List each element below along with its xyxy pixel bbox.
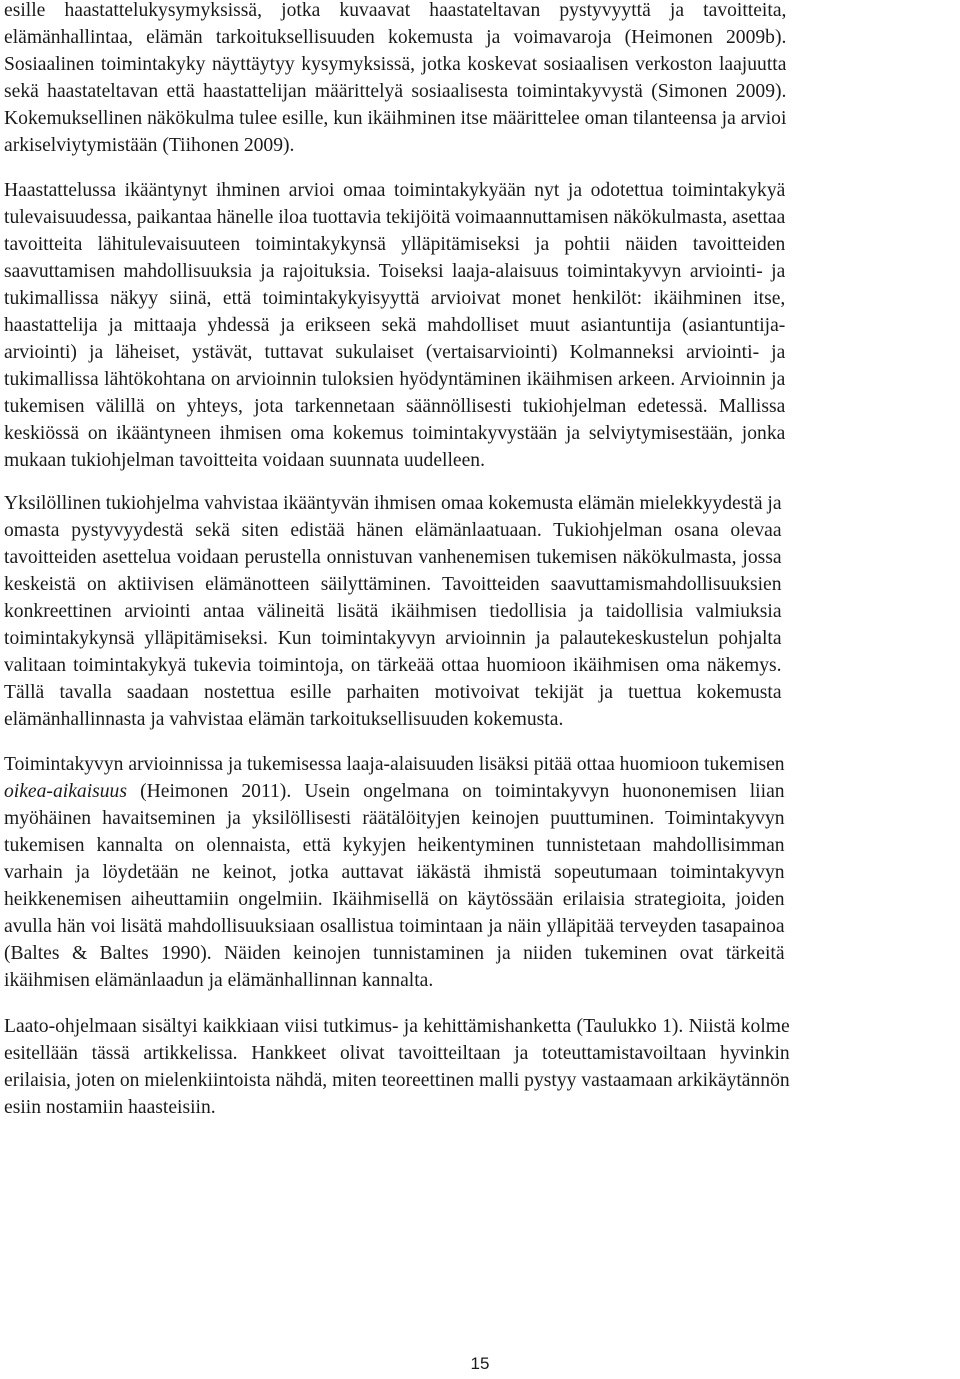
text-line: esitellään tässä artikkelissa. Hankkeet olivat tavoitteiltaan ja toteuttamistavoiltaan hyvinkin (4, 1043, 790, 1064)
text-line: elämänhallintaa, elämän tarkoituksellisuuden kokemusta ja voimavaroja (Heimonen 2009b). (4, 27, 787, 48)
text-line: tavoitteiden asettelua voidaan perustella onnistuvan vanhenemisen tukemisen näkökulmasta, jossa (4, 547, 782, 568)
text-line: tukemisen välillä on yhteys, jota tarkennetaan säännöllisesti tukiohjelman edetessä. Mallissa (4, 396, 786, 417)
text-line: haastattelija ja mittaaja yhdessä ja erikseen sekä mahdolliset muut asiantuntija (asiantuntija- (4, 315, 786, 336)
paragraph-2 (4, 177, 785, 474)
text-line: konkreettinen arviointi antaa välineitä lisätä ikäihmisen tiedollisia ja taidollisia valmiuksia (4, 601, 782, 622)
text-line: myöhäinen havaitseminen ja yksilöllisesti räätälöityjen keinojen puuttuminen. Toimintakyvyn (4, 808, 785, 829)
page-number: 15 (470, 1354, 490, 1373)
text-line (4, 778, 785, 805)
text-line: tukemisen kannalta on olennaista, että kykyjen heikentyminen tunnistetaan mahdollisimman (4, 835, 785, 856)
paragraph-3 (4, 490, 782, 733)
text-line: erilaisia, joten on mielenkiintoista nähdä, miten teoreettinen malli pystyy vastaamaan arkikäytännön (4, 1070, 790, 1091)
text-line: Laato-ohjelmaan sisältyi kaikkiaan viisi tutkimus- ja kehittämishanketta (Taulukko 1). Niistä kolme (4, 1016, 790, 1037)
text-line: keskeistä on aktiivisen elämänotteen säilyttäminen. Tavoitteiden saavuttamismahdollisuuksien (4, 574, 782, 595)
text-line: ikäihmisen elämänlaadun ja elämänhallinnan kannalta. (4, 970, 434, 991)
text-line: omasta pystyvyydestä sekä siten edistää hänen elämänlaatuaan. Tukiohjelman osana olevaa (4, 520, 782, 541)
text-line: Sosiaalinen toimintakyky näyttäytyy kysymyksissä, jotka koskevat sosiaalisen verkoston laajuutta (4, 54, 787, 75)
text-line: mukaan tukiohjelman tavoitteita voidaan suunnata uudelleen. (4, 450, 485, 471)
paragraph-4 (4, 751, 785, 994)
text-line: varhain ja löydetään ne keinot, jotka auttavat iäkästä ihmistä sopeutumaan toimintakyvyn (4, 862, 785, 883)
text-line: tavoitteita lähitulevaisuuteen toimintakykynsä ylläpitämiseksi ja pohtii näiden tavoitteiden (4, 234, 786, 255)
text-line: valitaan toimintakykyä tukevia toimintoja, on tärkeää ottaa huomioon ikäihmisen oma näkemys. (4, 655, 782, 676)
paragraph-5 (4, 1013, 790, 1121)
text-line: Tällä tavalla saadaan nostettua esille parhaiten motivoivat tekijät ja tuettua kokemusta (4, 682, 782, 703)
text-line: esille haastattelukysymyksissä, jotka kuvaavat haastateltavan pystyvyyttä ja tavoitteita, (4, 0, 787, 21)
text-line: avulla hän voi lisätä mahdollisuuksiaan osallistua toimintaan ja näin ylläpitää terveyden tasapainoa (4, 916, 785, 937)
paragraph-1 (4, 0, 786, 159)
text-line: keskiössä on ikääntyneen ihmisen oma kokemus toimintakyvystään ja selviytymisestään, jonka (4, 423, 786, 444)
text-line: arkiselviytymistään (Tiihonen 2009). (4, 135, 295, 156)
text-line: sekä haastateltavan että haastattelijan määrittelyä sosiaalisesta toimintakyvystä (Simonen 2009). (4, 81, 787, 102)
text-line: heikkenemisen aiheuttamiin ongelmiin. Ikäihmisellä on käytössään erilaisia strategioita, joiden (4, 889, 785, 910)
text-line: esiin nostamiin haasteisiin. (4, 1097, 216, 1118)
text-line: tulevaisuudessa, paikantaa hänelle iloa tuottavia tekijöitä voimaannuttamisen näkökulmasta, asettaa (4, 207, 786, 228)
text-line: tukimallissa näkyy siinä, että toimintakykyisyyttä arvioivat monet henkilöt: ikäihminen itse, (4, 288, 786, 309)
text-line: Toimintakyvyn arvioinnissa ja tukemisessa laaja-alaisuuden lisäksi pitää ottaa huomioon tukemisen (4, 754, 785, 775)
text-line: Kokemuksellinen näkökulma tulee esille, kun ikäihminen itse määrittelee oman tilanteensa ja arvioi (4, 108, 787, 129)
text-line: toimintakykynsä ylläpitämiseksi. Kun toimintakyvyn arvioinnin ja palautekeskustelun pohjalta (4, 628, 782, 649)
text-line: Yksilöllinen tukiohjelma vahvistaa ikääntyvän ihmisen omaa kokemusta elämän mielekkyydestä ja (4, 493, 782, 514)
italic-term: oikea-aikaisuus (4, 781, 127, 802)
text-line: saavuttamisen mahdollisuuksia ja rajoituksia. Toiseksi laaja-alaisuus toimintakyvyn arviointi- ja (4, 261, 786, 282)
text-span: (Heimonen 2011). Usein ongelmana on toimintakyvyn huononemisen liian (126, 781, 785, 802)
text-line: arviointi) ja läheiset, ystävät, tuttavat sukulaiset (vertaisarviointi) Kolmanneksi arviointi- ja (4, 342, 786, 363)
text-line: (Baltes & Baltes 1990). Näiden keinojen tunnistaminen ja niiden tukeminen ovat tärkeitä (4, 943, 785, 964)
text-line: elämänhallinnasta ja vahvistaa elämän tarkoituksellisuuden kokemusta. (4, 709, 564, 730)
text-line: Haastattelussa ikääntynyt ihminen arvioi omaa toimintakykyään nyt ja odotettua toimintakykyä (4, 180, 786, 201)
text-line: tukimallissa lähtökohtana on arvioinnin tuloksien hyödyntäminen ikäihmisen arkeen. Arvioinnin ja (4, 369, 786, 390)
